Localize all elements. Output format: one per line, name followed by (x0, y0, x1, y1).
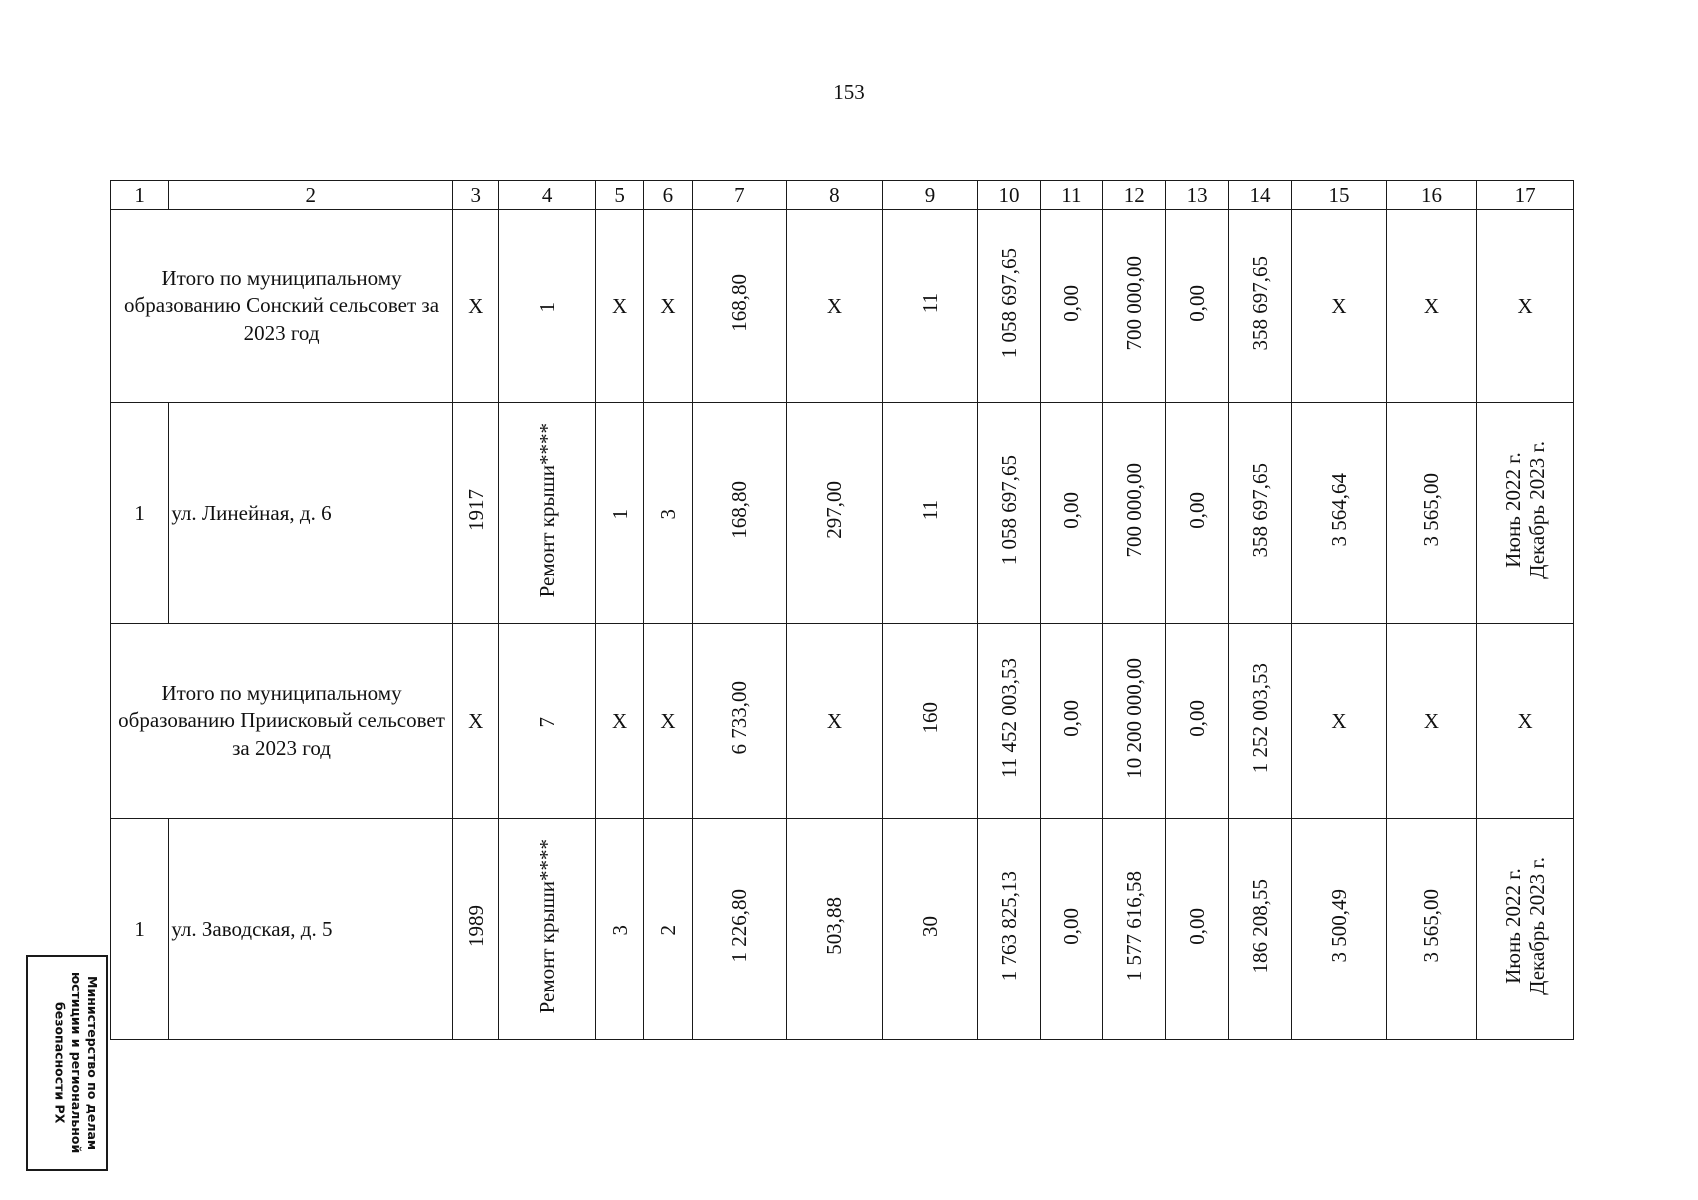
cell-year (453, 403, 499, 624)
period-start: Июнь 2022 г. (1501, 452, 1525, 568)
cell-c11-text: 0,00 (1059, 491, 1084, 529)
column-number: 5 (595, 181, 643, 210)
cell-area (692, 210, 787, 403)
cell-residents (882, 403, 978, 624)
cell-c11 (1040, 210, 1102, 403)
cell-count (499, 210, 596, 403)
cell-c14 (1228, 403, 1291, 624)
column-number: 1 (111, 181, 169, 210)
cell-c14-text: 1 252 003,53 (1247, 662, 1272, 774)
stamp-text (34, 961, 100, 1165)
cell-c11-text: 0,00 (1059, 284, 1084, 322)
cell-c13-text: 0,00 (1185, 699, 1210, 737)
cell-total-cost-text: 1 763 825,13 (996, 870, 1021, 982)
cell-residents-text: 11 (917, 499, 942, 521)
cell-c13 (1166, 624, 1228, 819)
cell-c13-text: 0,00 (1185, 284, 1210, 322)
cell-c17: X (1477, 624, 1574, 819)
cell-area (692, 403, 787, 624)
column-number: 2 (169, 181, 453, 210)
cell-c14-text: 358 697,65 (1247, 255, 1272, 351)
cell-c6-text: 3 (655, 509, 680, 520)
cell-c8 (787, 403, 883, 624)
register-table (110, 180, 1574, 1040)
cell-c12-text: 700 000,00 (1122, 462, 1147, 558)
cell-c14 (1228, 819, 1291, 1040)
cell-c6: X (644, 210, 692, 403)
cell-total-cost (978, 819, 1040, 1040)
cell-total-cost-text: 1 058 697,65 (996, 454, 1021, 566)
row-number: 1 (111, 403, 169, 624)
cell-c12 (1103, 819, 1166, 1040)
cell-work-type-text: Ремонт крыши**** (535, 422, 560, 598)
stamp-line-3: безопасности РХ (52, 1002, 68, 1124)
cell-total-cost-text: 1 058 697,65 (996, 247, 1021, 359)
column-number: 7 (692, 181, 787, 210)
cell-area (692, 819, 787, 1040)
column-number: 12 (1103, 181, 1166, 210)
cell-c12 (1103, 403, 1166, 624)
cell-year-text: 1917 (463, 489, 488, 531)
cell-c14-text: 358 697,65 (1247, 462, 1272, 558)
page-number: 153 (833, 80, 865, 104)
cell-c16 (1386, 403, 1477, 624)
cell-period-text (1501, 441, 1549, 579)
cell-residents-text: 160 (917, 702, 942, 734)
period-end: Декабрь 2023 г. (1525, 441, 1550, 579)
cell-count-text: 7 (535, 717, 560, 728)
cell-year (453, 819, 499, 1040)
cell-c13 (1166, 819, 1228, 1040)
cell-period (1477, 819, 1574, 1040)
total-row-sonsky (111, 210, 1574, 403)
cell-c8-text: 297,00 (822, 481, 847, 539)
cell-c15-text: 3 500,49 (1326, 889, 1351, 963)
cell-c5: X (595, 210, 643, 403)
cell-c13 (1166, 210, 1228, 403)
column-number: 11 (1040, 181, 1102, 210)
cell-count-text: 1 (535, 302, 560, 313)
cell-total-cost (978, 624, 1040, 819)
cell-c16 (1386, 819, 1477, 1040)
cell-c17: X (1477, 210, 1574, 403)
cell-c5-text: 1 (607, 509, 632, 520)
cell-c6: X (644, 624, 692, 819)
total-label: Итого по муниципальному образованию Сонский сельсовет за 2023 год (111, 210, 453, 403)
address: ул. Линейная, д. 6 (169, 403, 453, 624)
ministry-stamp (26, 955, 108, 1171)
total-label: Итого по муниципальному образованию Приисковый сельсовет за 2023 год (111, 624, 453, 819)
cell-c8: X (787, 210, 883, 403)
column-number: 10 (978, 181, 1040, 210)
column-number: 6 (644, 181, 692, 210)
cell-c12-text: 700 000,00 (1122, 255, 1147, 351)
cell-c8-text: 503,88 (822, 897, 847, 955)
cell-period (1477, 403, 1574, 624)
cell-area-text: 168,80 (727, 481, 752, 539)
cell-c5 (595, 819, 643, 1040)
cell-total-cost (978, 403, 1040, 624)
cell-work-type (499, 403, 596, 624)
cell-count (499, 624, 596, 819)
cell-c5: X (595, 624, 643, 819)
column-number: 16 (1386, 181, 1477, 210)
cell-c14 (1228, 210, 1291, 403)
cell-area (692, 624, 787, 819)
address-row-lineynaya (111, 403, 1574, 624)
cell-c15: X (1292, 210, 1387, 403)
cell-c12-text: 1 577 616,58 (1122, 870, 1147, 982)
cell-work-type-text: Ремонт крыши**** (535, 838, 560, 1014)
cell-period-text (1501, 857, 1549, 995)
cell-total-cost-text: 11 452 003,53 (996, 658, 1021, 778)
cell-year: X (453, 624, 499, 819)
row-number: 1 (111, 819, 169, 1040)
cell-c15-text: 3 564,64 (1326, 473, 1351, 547)
column-number: 4 (499, 181, 596, 210)
cell-c5-text: 3 (607, 925, 632, 936)
cell-c12-text: 10 200 000,00 (1122, 657, 1147, 779)
cell-residents-text: 30 (917, 915, 942, 937)
cell-c8 (787, 819, 883, 1040)
column-number: 9 (882, 181, 978, 210)
cell-c16: X (1386, 624, 1477, 819)
cell-c15 (1292, 403, 1387, 624)
address: ул. Заводская, д. 5 (169, 819, 453, 1040)
cell-c11 (1040, 624, 1102, 819)
cell-area-text: 1 226,80 (727, 889, 752, 963)
period-end: Декабрь 2023 г. (1525, 857, 1550, 995)
address-row-zavodskaya (111, 819, 1574, 1040)
cell-residents (882, 819, 978, 1040)
cell-c12 (1103, 210, 1166, 403)
cell-residents-text: 11 (917, 292, 942, 314)
cell-area-text: 6 733,00 (727, 681, 752, 755)
total-row-priiskovy (111, 624, 1574, 819)
stamp-line-1: Министерство по делам (85, 975, 100, 1151)
cell-c16-text: 3 565,00 (1419, 473, 1444, 547)
cell-c13-text: 0,00 (1185, 907, 1210, 945)
cell-c13 (1166, 403, 1228, 624)
cell-year-text: 1989 (463, 905, 488, 947)
cell-year: X (453, 210, 499, 403)
cell-c11 (1040, 819, 1102, 1040)
column-number: 8 (787, 181, 883, 210)
cell-area-text: 168,80 (727, 274, 752, 332)
cell-c15 (1292, 819, 1387, 1040)
cell-c11-text: 0,00 (1059, 907, 1084, 945)
cell-residents (882, 624, 978, 819)
cell-c16-text: 3 565,00 (1419, 889, 1444, 963)
cell-c14-text: 186 208,55 (1247, 878, 1272, 974)
cell-c15: X (1292, 624, 1387, 819)
cell-c6-text: 2 (655, 925, 680, 936)
cell-c14 (1228, 624, 1291, 819)
column-number-header-row (111, 181, 1574, 210)
cell-c6 (644, 819, 692, 1040)
cell-total-cost (978, 210, 1040, 403)
cell-c5 (595, 403, 643, 624)
cell-c6 (644, 403, 692, 624)
cell-c13-text: 0,00 (1185, 491, 1210, 529)
cell-c12 (1103, 624, 1166, 819)
cell-work-type (499, 819, 596, 1040)
column-number: 14 (1228, 181, 1291, 210)
period-start: Июнь 2022 г. (1501, 868, 1525, 984)
column-number: 15 (1292, 181, 1387, 210)
cell-c11 (1040, 403, 1102, 624)
stamp-line-2: юстиции и региональной (68, 972, 84, 1154)
cell-c16: X (1386, 210, 1477, 403)
cell-residents (882, 210, 978, 403)
column-number: 3 (453, 181, 499, 210)
column-number: 13 (1166, 181, 1228, 210)
cell-c8: X (787, 624, 883, 819)
column-number: 17 (1477, 181, 1574, 210)
cell-c11-text: 0,00 (1059, 699, 1084, 737)
